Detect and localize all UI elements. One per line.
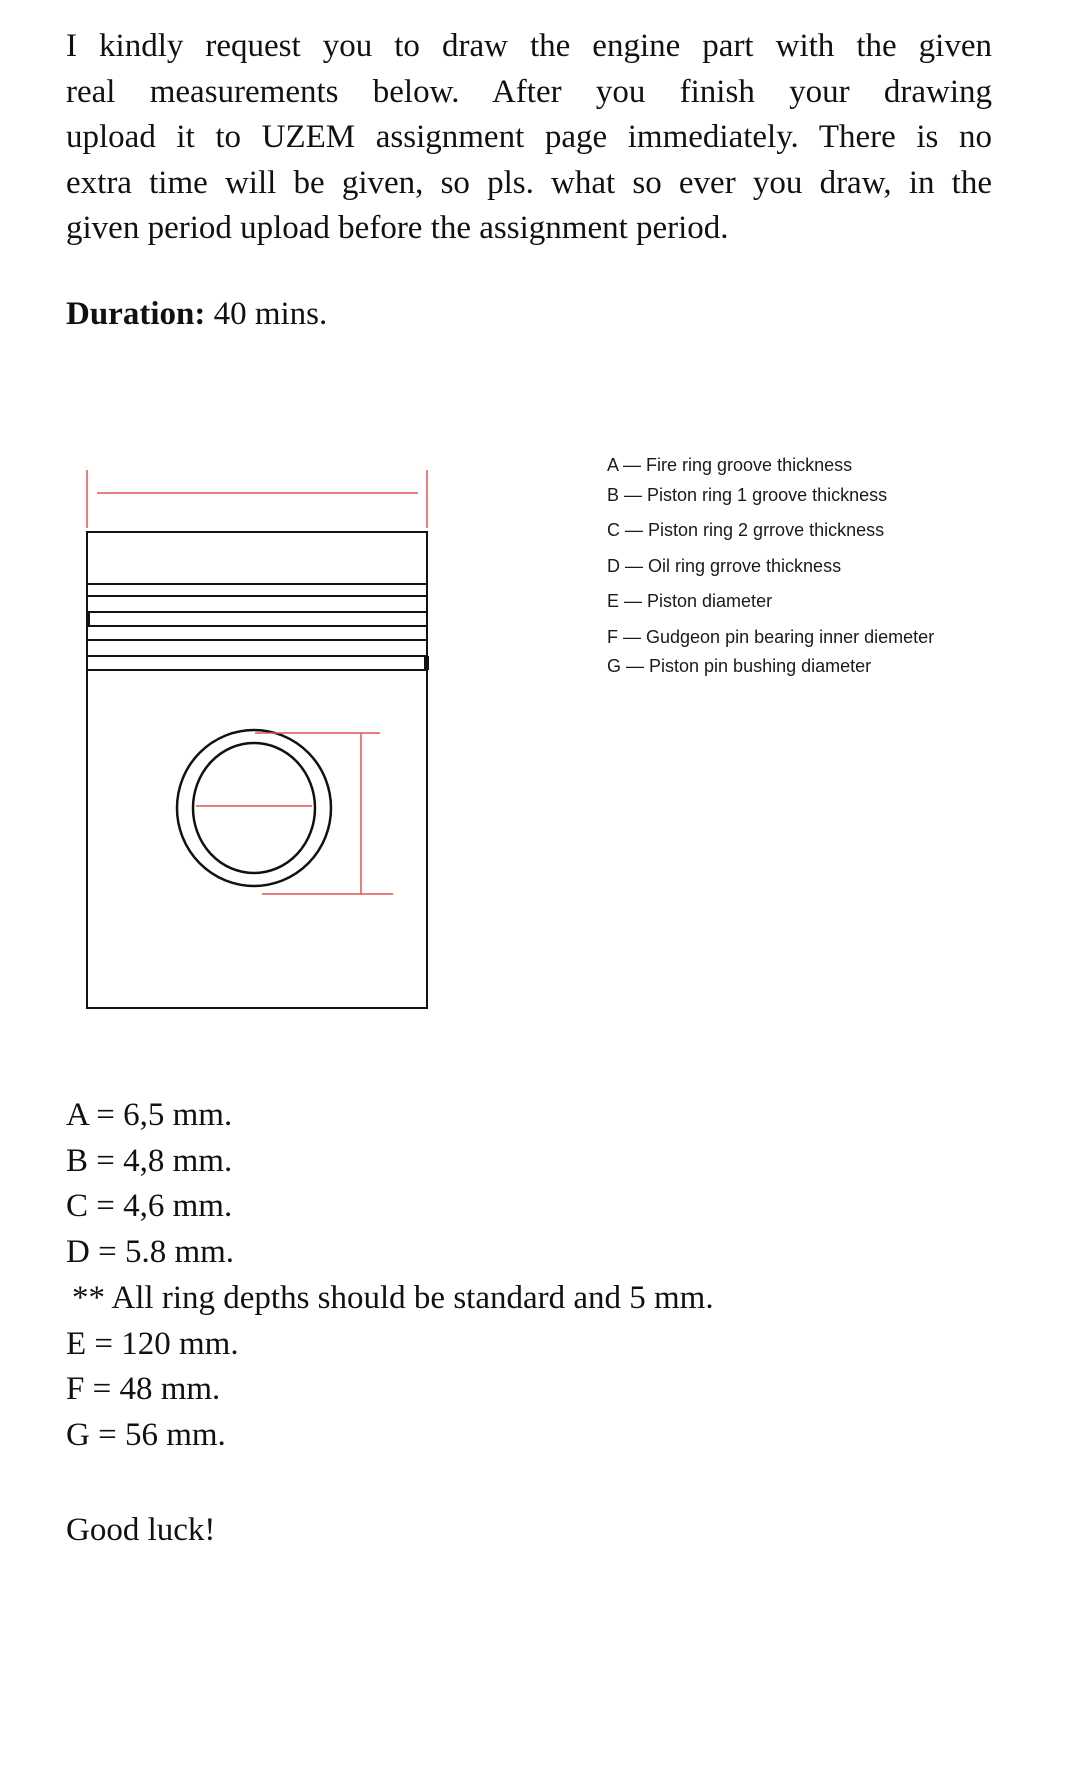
duration-line (66, 296, 327, 333)
measurement-b: B = 4,8 mm. (66, 1142, 233, 1179)
legend-item: G — Piston pin bushing diameter (607, 656, 872, 676)
piston-drawing (0, 440, 1065, 1020)
legend-item: C — Piston ring 2 grrove thickness (607, 520, 885, 540)
instructions-line: given period upload before the assignment period. (66, 210, 729, 246)
pin-dimensions (196, 733, 393, 894)
closing-text: Good luck! (66, 1512, 216, 1548)
instructions-line: upload it to UZEM assignment page immediately. There is no (66, 119, 992, 155)
bushing-outer-circle (177, 730, 331, 886)
duration-label: Duration: (66, 296, 206, 332)
legend-item: E — Piston diameter (607, 591, 773, 611)
measurement-d: D = 5.8 mm. (66, 1234, 235, 1271)
measurement-f: F = 48 mm. (66, 1371, 221, 1408)
pin-bushing (177, 730, 331, 886)
measurement-c: C = 4,6 mm. (66, 1188, 233, 1225)
piston-outline (87, 532, 427, 1008)
piston-body (87, 532, 428, 1008)
instructions-line: real measurements below. After you finish your drawing (66, 73, 992, 110)
measurement-e: E = 120 mm. (66, 1325, 239, 1362)
measurement-g: G = 56 mm. (66, 1416, 226, 1453)
duration-value: 40 mins. (213, 296, 328, 332)
legend-item: A — Fire ring groove thickness (607, 455, 853, 475)
instructions-paragraph (66, 24, 992, 252)
measurements-list (66, 1093, 714, 1459)
instructions-line: I kindly request you to draw the engine part with the given (66, 28, 992, 64)
ring-depth-note: ** All ring depths should be standard and 5 mm. (72, 1279, 714, 1316)
piston-diameter-dimension (87, 470, 427, 528)
measurement-a: A = 6,5 mm. (66, 1097, 233, 1133)
instructions-line: extra time will be given, so pls. what so ever you draw, in the (66, 164, 992, 201)
legend-item: F — Gudgeon pin bearing inner diemeter (607, 627, 935, 647)
legend-item: D — Oil ring grrove thickness (607, 556, 842, 576)
legend-item: B — Piston ring 1 groove thickness (607, 485, 888, 505)
bushing-inner-circle (193, 743, 315, 873)
